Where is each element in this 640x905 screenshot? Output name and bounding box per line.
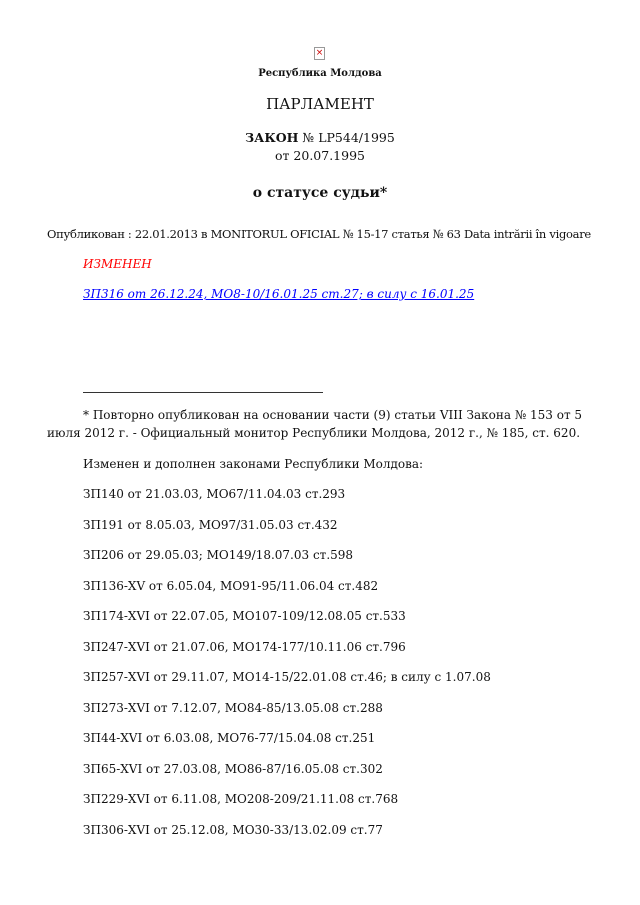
law-title	[0, 130, 640, 145]
amendment-item: ЗП247-XVI от 21.07.06, МО174-177/10.11.06 ст.796	[83, 639, 406, 654]
country-name: Республика Молдова	[258, 68, 382, 79]
footnote-line-1: * Повторно опубликован на основании части (9) статьи VIII Закона № 153 от 5	[83, 408, 583, 422]
amendment-item: ЗП257-XVI от 29.11.07, МО14-15/22.01.08 ст.46; в силу с 1.07.08	[83, 670, 491, 684]
amendment-item: ЗП136-XV от 6.05.04, МО91-95/11.06.04 ст.482	[83, 578, 379, 593]
law-date: от 20.07.1995	[275, 148, 365, 163]
amendment-item: ЗП65-XVI от 27.03.08, МО86-87/16.05.08 ст.302	[83, 761, 383, 776]
law-number: № LP544/1995	[302, 130, 395, 145]
amendment-item: ЗП140 от 21.03.03, МО67/11.04.03 ст.293	[83, 487, 346, 501]
publication-info: Опубликован : 22.01.2013 в MONITORUL OFICIAL № 15-17 статья № 63 Data intrării în vigoare	[47, 227, 591, 241]
amendment-item: ЗП273-XVI от 7.12.07, МО84-85/13.05.08 ст.288	[83, 700, 383, 715]
law-subject: о статусе судьи*	[252, 185, 388, 201]
amendment-item: ЗП206 от 29.05.03; МО149/18.07.03 ст.598	[83, 548, 354, 562]
amendment-link[interactable]: ЗП316 от 26.12.24, МО8-10/16.01.25 ст.27; в силу с 16.01.25	[83, 287, 475, 301]
amendment-item: ЗП229-XVI от 6.11.08, МО208-209/21.11.08 ст.768	[83, 792, 399, 806]
amendment-item: ЗП306-XVI от 25.12.08, МО30-33/13.02.09 ст.77	[83, 822, 383, 837]
amendment-item: ЗП191 от 8.05.03, МО97/31.05.03 ст.432	[83, 517, 338, 532]
law-label: ЗАКОН	[245, 130, 299, 145]
amendment-item: ЗП44-XVI от 6.03.08, МО76-77/15.04.08 ст.251	[83, 731, 376, 745]
institution-title: ПАРЛАМЕНТ	[266, 95, 374, 113]
amendments-intro: Изменен и дополнен законами Республики Молдова:	[83, 457, 424, 471]
broken-image-icon: ×	[315, 48, 324, 58]
footnote-line-2: июля 2012 г. - Официальный монитор Республики Молдова, 2012 г., № 185, ст. 620.	[47, 426, 581, 440]
status-changed-label: ИЗМЕНЕН	[83, 257, 152, 271]
amendment-item: ЗП174-XVI от 22.07.05, МО107-109/12.08.05 ст.533	[83, 609, 406, 623]
amendments-list	[83, 487, 491, 853]
footnote-divider	[83, 392, 323, 393]
